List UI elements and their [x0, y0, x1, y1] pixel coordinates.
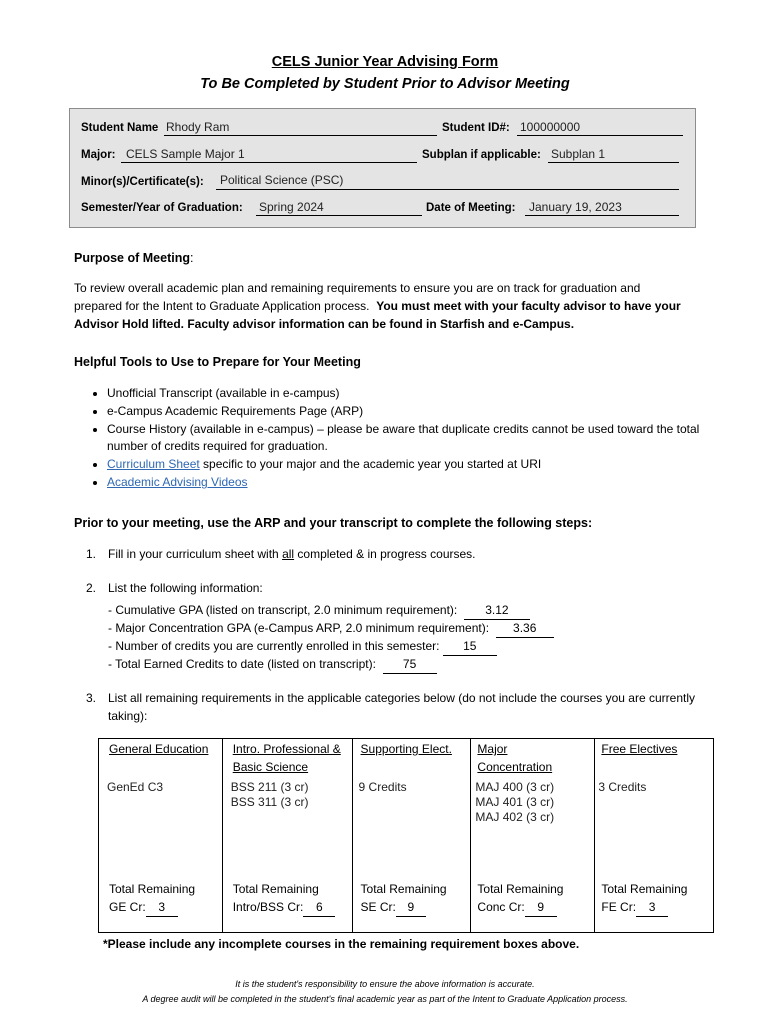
tools-list [72, 385, 727, 492]
step2-number: 2. [86, 581, 97, 595]
column-header: Intro. Professional & Basic Science [232, 742, 341, 774]
tools-heading: Helpful Tools to Use to Prepare for Your Meeting [74, 355, 361, 369]
total-credits-row: - Total Earned Credits to date (listed on transcript): 75 [108, 655, 437, 674]
step3-text: List all remaining requirements in the applicable categories below (do not include the courses you are currently taking): [108, 691, 695, 723]
total-remaining-field[interactable]: 9 [396, 898, 426, 917]
subplan-value: Subplan 1 [551, 147, 606, 161]
column-total: Total Remaining SE Cr: 9 [351, 880, 447, 917]
req-col-free-electives[interactable] [595, 739, 714, 933]
column-total: Total Remaining Conc Cr: 9 [467, 880, 563, 917]
meeting-date-value: January 19, 2023 [529, 200, 622, 214]
form-title: CELS Junior Year Advising Form [271, 54, 499, 70]
step3-number: 3. [86, 691, 97, 705]
column-header: Major Concentration [477, 742, 553, 774]
form-subtitle: To Be Completed by Student Prior to Advisor Meeting [200, 76, 570, 92]
student-name-value: Rhody Ram [166, 120, 230, 134]
total-remaining-field[interactable]: 6 [303, 898, 335, 917]
requirements-table [98, 738, 714, 933]
column-content: MAJ 400 (3 cr) MAJ 401 (3 cr) MAJ 402 (3 cr) [475, 780, 555, 824]
column-content: 9 Credits [358, 780, 407, 794]
student-name-label: Student Name [81, 122, 159, 134]
column-header: General Education [109, 742, 209, 756]
total-remaining-field[interactable]: 3 [636, 898, 668, 917]
current-credits-field[interactable]: 15 [443, 637, 497, 656]
list-item: • Curriculum Sheet specific to your major and the academic year you started at URI [107, 456, 727, 474]
meeting-date-label: Date of Meeting: [426, 202, 516, 214]
req-col-intro-professional[interactable] [222, 739, 352, 933]
req-col-major-concentration[interactable] [471, 739, 595, 933]
step1-text: Fill in your curriculum sheet with all completed & in progress courses. [108, 547, 476, 561]
cumulative-gpa-row: - Cumulative GPA (listed on transcript, 2.0 minimum requirement): 3.12 [108, 601, 530, 620]
steps-heading: Prior to your meeting, use the ARP and your transcript to complete the following steps: [74, 516, 593, 530]
column-total: Total Remaining Intro/BSS Cr: 6 [223, 880, 336, 917]
purpose-heading: Purpose of Meeting: [74, 251, 194, 265]
purpose-text: To review overall academic plan and remaining requirements to ensure you are on track for graduation and prepared for the Intent to Graduate Application process. You must meet with your faculty advisor to have your Advisor Hold lifted. Faculty advisor information can be found in Starfish and e-Campus. [74, 281, 681, 331]
major-value: CELS Sample Major 1 [126, 147, 245, 161]
cumulative-gpa-field[interactable]: 3.12 [464, 601, 530, 620]
subplan-label: Subplan if applicable: [422, 149, 541, 161]
step1-number: 1. [86, 547, 97, 561]
minor-label: Minor(s)/Certificate(s): [81, 176, 204, 188]
major-gpa-row: - Major Concentration GPA (e-Campus ARP, 2.0 minimum requirement): 3.36 [108, 619, 554, 638]
column-content: GenEd C3 [107, 780, 164, 794]
column-total: Total Remaining GE Cr: 3 [99, 880, 195, 917]
total-credits-field[interactable]: 75 [383, 655, 437, 674]
list-item: • Course History (available in e-campus) – please be aware that duplicate credits cannot be used toward the total number of credits required for graduation. [107, 421, 727, 457]
list-item: • Unofficial Transcript (available in e-campus) [107, 385, 727, 403]
advising-videos-link[interactable]: Academic Advising Videos [107, 474, 248, 489]
curriculum-sheet-link[interactable]: Curriculum Sheet [107, 457, 200, 472]
footer-degree-audit: A degree audit will be completed in the student's final academic year as part of the Intent to Graduate Application process. [142, 994, 628, 1004]
student-id-label: Student ID#: [442, 122, 510, 134]
graduation-value: Spring 2024 [259, 200, 324, 214]
column-content: BSS 211 (3 cr) BSS 311 (3 cr) [230, 780, 309, 809]
incomplete-courses-note: *Please include any incomplete courses in the remaining requirement boxes above. [103, 937, 580, 951]
footer-responsibility: It is the student's responsibility to ensure the above information is accurate. [235, 979, 535, 989]
req-col-supporting-elective[interactable] [352, 739, 471, 933]
column-total: Total Remaining FE Cr: 3 [591, 880, 687, 917]
column-header: Free Electives [601, 742, 678, 756]
column-header: Supporting Elect. [360, 742, 452, 756]
major-gpa-field[interactable]: 3.36 [496, 619, 554, 638]
major-label: Major: [81, 149, 116, 161]
req-col-general-education[interactable] [99, 739, 223, 933]
total-remaining-field[interactable]: 3 [146, 898, 178, 917]
list-item: • e-Campus Academic Requirements Page (ARP) [107, 403, 727, 421]
current-credits-row: - Number of credits you are currently enrolled in this semester: 15 [108, 637, 497, 656]
list-item [107, 474, 727, 492]
student-id-value: 100000000 [520, 120, 581, 134]
minor-value: Political Science (PSC) [220, 173, 344, 187]
column-content: 3 Credits [598, 780, 647, 794]
graduation-label: Semester/Year of Graduation: [81, 202, 243, 214]
step2-text: List the following information: [108, 581, 263, 595]
total-remaining-field[interactable]: 9 [525, 898, 557, 917]
